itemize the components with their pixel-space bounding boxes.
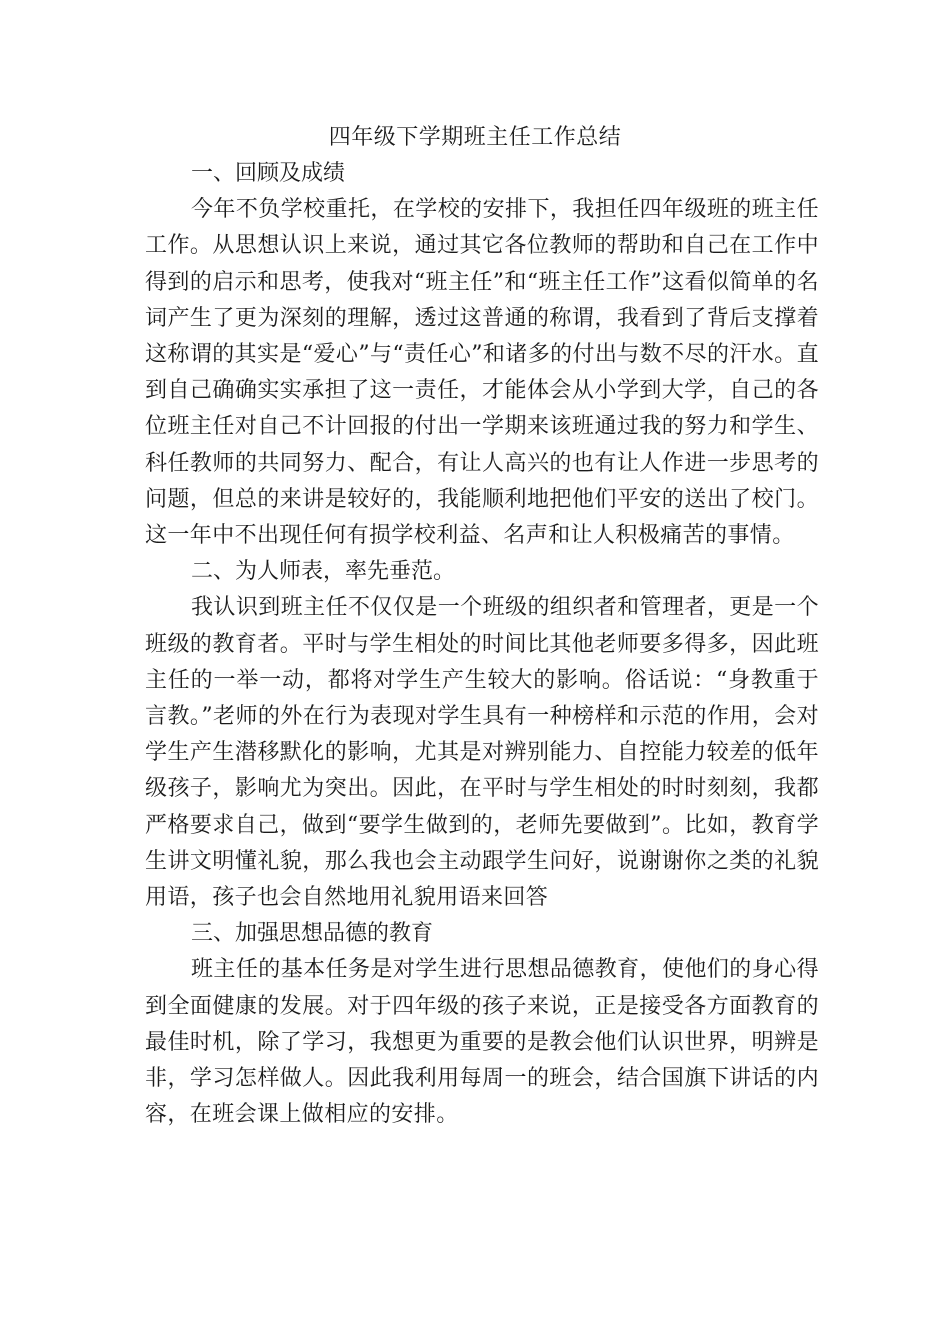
section-paragraph-review: 今年不负学校重托，在学校的安排下，我担任四年级班的班主任工作。从思想认识上来说，通过其它各位教师的帮助和自己在工作中得到的启示和思考，使我对“班主任”和“班主任工作”这看似简单的名词产生了更为深刻的理解，透过这普通的称谓，我看到了背后支撑着这称谓的其实是“爱心”与“责任心”和诸多的付出与数不尽的汗水。直到自己确确实实承担了这一责任，才能体会从小学到大学，自己的各位班主任对自己不计回报的付出一学期来该班通过我的努力和学生、科任教师的共同努力、配合，有让人高兴的也有让人作进一步思考的问题，但总的来讲是较好的，我能顺利地把他们平安的送出了校门。这一年中不出现任何有损学校利益、名声和让人积极痛苦的事情。 (145, 197, 819, 549)
section-heading-role-model: 二、为人师表，率先垂范。 (191, 559, 456, 585)
section-heading-moral-education: 三、加强思想品德的教育 (191, 921, 434, 947)
document-body (145, 156, 819, 1133)
section-paragraph-role-model: 我认识到班主任不仅仅是一个班级的组织者和管理者，更是一个班级的教育者。平时与学生相处的时间比其他老师要多得多，因此班主任的一举一动，都将对学生产生较大的影响。俗话说：“身教重于言教。”老师的外在行为表现对学生具有一种榜样和示范的作用，会对学生产生潜移默化的影响，尤其是对辨别能力、自控能力较差的低年级孩子，影响尤为突出。因此，在平时与学生相处的时时刻刻，我都严格要求自己，做到“要学生做到的，老师先要做到”。比如，教育学生讲文明懂礼貌，那么我也会主动跟学生问好，说谢谢你之类的礼貌用语，孩子也会自然地用礼貌用语来回答 (145, 595, 819, 911)
section-paragraph-moral-education: 班主任的基本任务是对学生进行思想品德教育，使他们的身心得到全面健康的发展。对于四年级的孩子来说，正是接受各方面教育的最佳时机，除了学习，我想更为重要的是教会他们认识世界，明辨是非，学习怎样做人。因此我利用每周一的班会，结合国旗下讲话的内容，在班会课上做相应的安排。 (145, 957, 819, 1128)
section-heading-review: 一、回顾及成绩 (191, 161, 346, 186)
document-title: 四年级下学期班主任工作总结 (328, 125, 622, 150)
